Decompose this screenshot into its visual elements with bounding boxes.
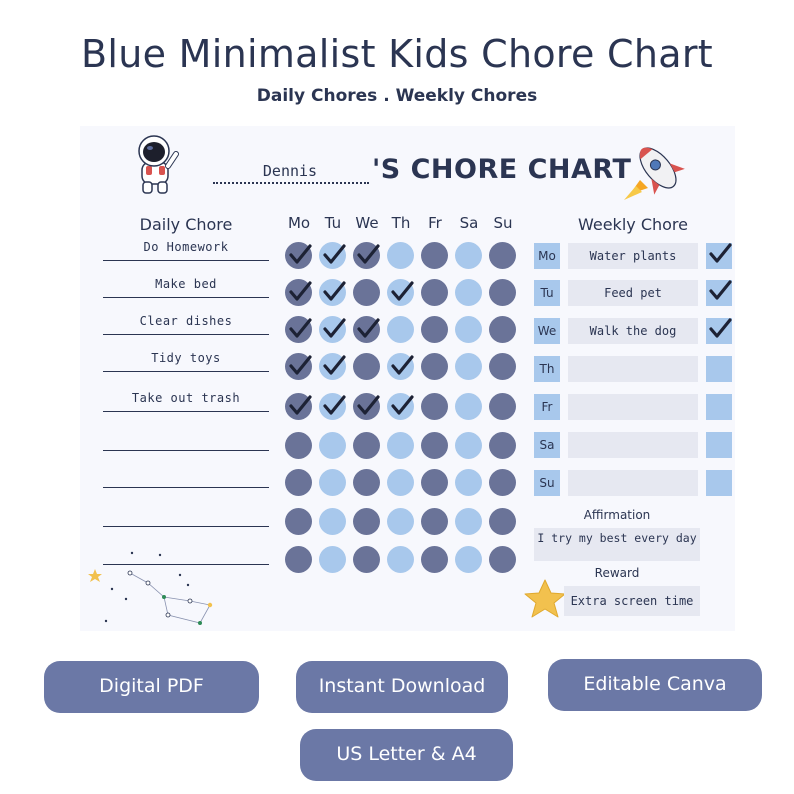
reward-label: Reward: [594, 566, 640, 580]
check-icon: [287, 353, 313, 379]
weekly-day-label: Sa: [534, 432, 560, 458]
day-checkbox-sa[interactable]: [455, 469, 482, 496]
day-checkbox-mo[interactable]: [285, 393, 312, 420]
daily-chore-row[interactable]: [103, 351, 269, 372]
day-checkbox-we[interactable]: [353, 469, 380, 496]
day-checkbox-fr[interactable]: [421, 469, 448, 496]
weekly-checkbox[interactable]: [706, 318, 732, 344]
daily-chore-label: Do Homework: [143, 240, 229, 254]
child-name: Dennis: [262, 162, 318, 180]
day-checkbox-mo[interactable]: [285, 316, 312, 343]
daily-chore-label: Tidy toys: [151, 351, 221, 365]
check-icon: [321, 279, 347, 305]
check-icon: [287, 316, 313, 342]
day-checkbox-we[interactable]: [353, 508, 380, 535]
weekly-task-field[interactable]: [568, 470, 698, 496]
check-icon: [321, 242, 347, 268]
day-checkbox-we[interactable]: [353, 393, 380, 420]
check-icon: [355, 316, 381, 342]
star-icon: [522, 578, 568, 620]
day-checkbox-mo[interactable]: [285, 469, 312, 496]
day-checkbox-we[interactable]: [353, 546, 380, 573]
day-checkbox-tu[interactable]: [319, 353, 346, 380]
weekly-checkbox[interactable]: [706, 470, 732, 496]
day-checkbox-we[interactable]: [353, 353, 380, 380]
day-checkbox-su[interactable]: [489, 316, 516, 343]
day-checkbox-sa[interactable]: [455, 279, 482, 306]
weekly-task-field[interactable]: [568, 356, 698, 382]
day-checkbox-fr[interactable]: [421, 393, 448, 420]
day-checkbox-th[interactable]: [387, 508, 414, 535]
rocket-icon: [620, 138, 690, 204]
daily-chore-row[interactable]: [103, 506, 269, 527]
check-icon: [287, 279, 313, 305]
day-checkbox-tu[interactable]: [319, 316, 346, 343]
daily-chore-label: Take out trash: [131, 391, 241, 405]
day-checkbox-sa[interactable]: [455, 393, 482, 420]
day-checkbox-we[interactable]: [353, 316, 380, 343]
reward-field[interactable]: Extra screen time: [564, 586, 700, 616]
day-checkbox-tu[interactable]: [319, 279, 346, 306]
daily-chore-row[interactable]: [103, 391, 269, 412]
paper-size-badge: US Letter & A4: [300, 729, 513, 781]
day-checkbox-su[interactable]: [489, 508, 516, 535]
check-icon: [707, 241, 733, 267]
check-icon: [321, 353, 347, 379]
day-checkbox-th[interactable]: [387, 469, 414, 496]
day-checkbox-sa[interactable]: [455, 316, 482, 343]
day-header-we: We: [355, 214, 379, 232]
page-subtitle: Daily Chores . Weekly Chores: [256, 86, 538, 106]
day-checkbox-tu[interactable]: [319, 508, 346, 535]
day-checkbox-su[interactable]: [489, 546, 516, 573]
day-checkbox-su[interactable]: [489, 279, 516, 306]
day-checkbox-sa[interactable]: [455, 546, 482, 573]
day-header-tu: Tu: [324, 214, 342, 232]
day-checkbox-mo[interactable]: [285, 353, 312, 380]
day-checkbox-th[interactable]: [387, 316, 414, 343]
weekly-day-label: Su: [534, 470, 560, 496]
day-header-su: Su: [493, 214, 513, 232]
day-checkbox-su[interactable]: [489, 393, 516, 420]
day-header-mo: Mo: [287, 214, 311, 232]
day-header-sa: Sa: [459, 214, 479, 232]
day-checkbox-fr[interactable]: [421, 508, 448, 535]
day-checkbox-fr[interactable]: [421, 242, 448, 269]
day-checkbox-tu[interactable]: [319, 546, 346, 573]
day-checkbox-th[interactable]: [387, 279, 414, 306]
check-icon: [355, 393, 381, 419]
day-checkbox-mo[interactable]: [285, 242, 312, 269]
daily-chore-row[interactable]: [103, 430, 269, 451]
day-checkbox-tu[interactable]: [319, 393, 346, 420]
day-checkbox-tu[interactable]: [319, 469, 346, 496]
weekly-task-field[interactable]: [568, 394, 698, 420]
check-icon: [707, 278, 733, 304]
weekly-checkbox[interactable]: [706, 394, 732, 420]
digital-pdf-badge: Digital PDF: [44, 661, 259, 713]
day-header-fr: Fr: [428, 214, 442, 232]
weekly-day-label: Mo: [534, 243, 560, 269]
day-checkbox-mo[interactable]: [285, 546, 312, 573]
weekly-task-field[interactable]: Feed pet: [568, 280, 698, 306]
check-icon: [287, 242, 313, 268]
day-checkbox-we[interactable]: [353, 279, 380, 306]
weekly-day-label: Fr: [534, 394, 560, 420]
check-icon: [321, 393, 347, 419]
check-icon: [389, 279, 415, 305]
daily-chore-row[interactable]: [103, 467, 269, 488]
constellation-icon: [86, 545, 222, 627]
weekly-checkbox[interactable]: [706, 243, 732, 269]
day-checkbox-sa[interactable]: [455, 432, 482, 459]
daily-chore-heading: Daily Chore: [139, 215, 233, 234]
daily-chore-label: Make bed: [155, 277, 217, 291]
weekly-chore-heading: Weekly Chore: [577, 215, 688, 234]
day-checkbox-fr[interactable]: [421, 353, 448, 380]
weekly-task-field[interactable]: [568, 432, 698, 458]
daily-chore-label: Clear dishes: [139, 314, 233, 328]
day-checkbox-th[interactable]: [387, 432, 414, 459]
day-checkbox-su[interactable]: [489, 469, 516, 496]
weekly-checkbox[interactable]: [706, 432, 732, 458]
page-title: Blue Minimalist Kids Chore Chart: [81, 32, 713, 76]
day-checkbox-fr[interactable]: [421, 546, 448, 573]
check-icon: [389, 393, 415, 419]
instant-download-badge: Instant Download: [296, 661, 508, 713]
weekly-day-label: Tu: [534, 280, 560, 306]
weekly-day-label: We: [534, 318, 560, 344]
day-checkbox-tu[interactable]: [319, 432, 346, 459]
name-dotted-line: [213, 182, 369, 184]
day-checkbox-we[interactable]: [353, 242, 380, 269]
day-checkbox-sa[interactable]: [455, 508, 482, 535]
day-checkbox-mo[interactable]: [285, 432, 312, 459]
day-checkbox-th[interactable]: [387, 546, 414, 573]
day-header-th: Th: [391, 214, 411, 232]
daily-chore-row[interactable]: [103, 314, 269, 335]
weekly-day-label: Th: [534, 356, 560, 382]
chore-chart-heading: 'S CHORE CHART: [372, 154, 632, 185]
day-checkbox-th[interactable]: [387, 393, 414, 420]
check-icon: [355, 242, 381, 268]
day-checkbox-th[interactable]: [387, 242, 414, 269]
editable-canva-badge: Editable Canva: [548, 659, 762, 711]
daily-chore-row[interactable]: [103, 240, 269, 261]
day-checkbox-we[interactable]: [353, 432, 380, 459]
weekly-task-field[interactable]: Water plants: [568, 243, 698, 269]
day-checkbox-su[interactable]: [489, 353, 516, 380]
day-checkbox-fr[interactable]: [421, 432, 448, 459]
day-checkbox-th[interactable]: [387, 353, 414, 380]
day-checkbox-tu[interactable]: [319, 242, 346, 269]
day-checkbox-fr[interactable]: [421, 279, 448, 306]
weekly-checkbox[interactable]: [706, 280, 732, 306]
weekly-task-field[interactable]: Walk the dog: [568, 318, 698, 344]
affirmation-label: Affirmation: [583, 508, 651, 522]
affirmation-field[interactable]: I try my best every day: [534, 528, 700, 561]
day-checkbox-mo[interactable]: [285, 508, 312, 535]
day-checkbox-su[interactable]: [489, 242, 516, 269]
check-icon: [287, 393, 313, 419]
day-checkbox-mo[interactable]: [285, 279, 312, 306]
day-checkbox-sa[interactable]: [455, 353, 482, 380]
daily-chore-row[interactable]: [103, 277, 269, 298]
day-checkbox-su[interactable]: [489, 432, 516, 459]
astronaut-icon: [128, 134, 184, 196]
check-icon: [707, 316, 733, 342]
weekly-checkbox[interactable]: [706, 356, 732, 382]
check-icon: [389, 353, 415, 379]
check-icon: [321, 316, 347, 342]
day-checkbox-fr[interactable]: [421, 316, 448, 343]
day-checkbox-sa[interactable]: [455, 242, 482, 269]
